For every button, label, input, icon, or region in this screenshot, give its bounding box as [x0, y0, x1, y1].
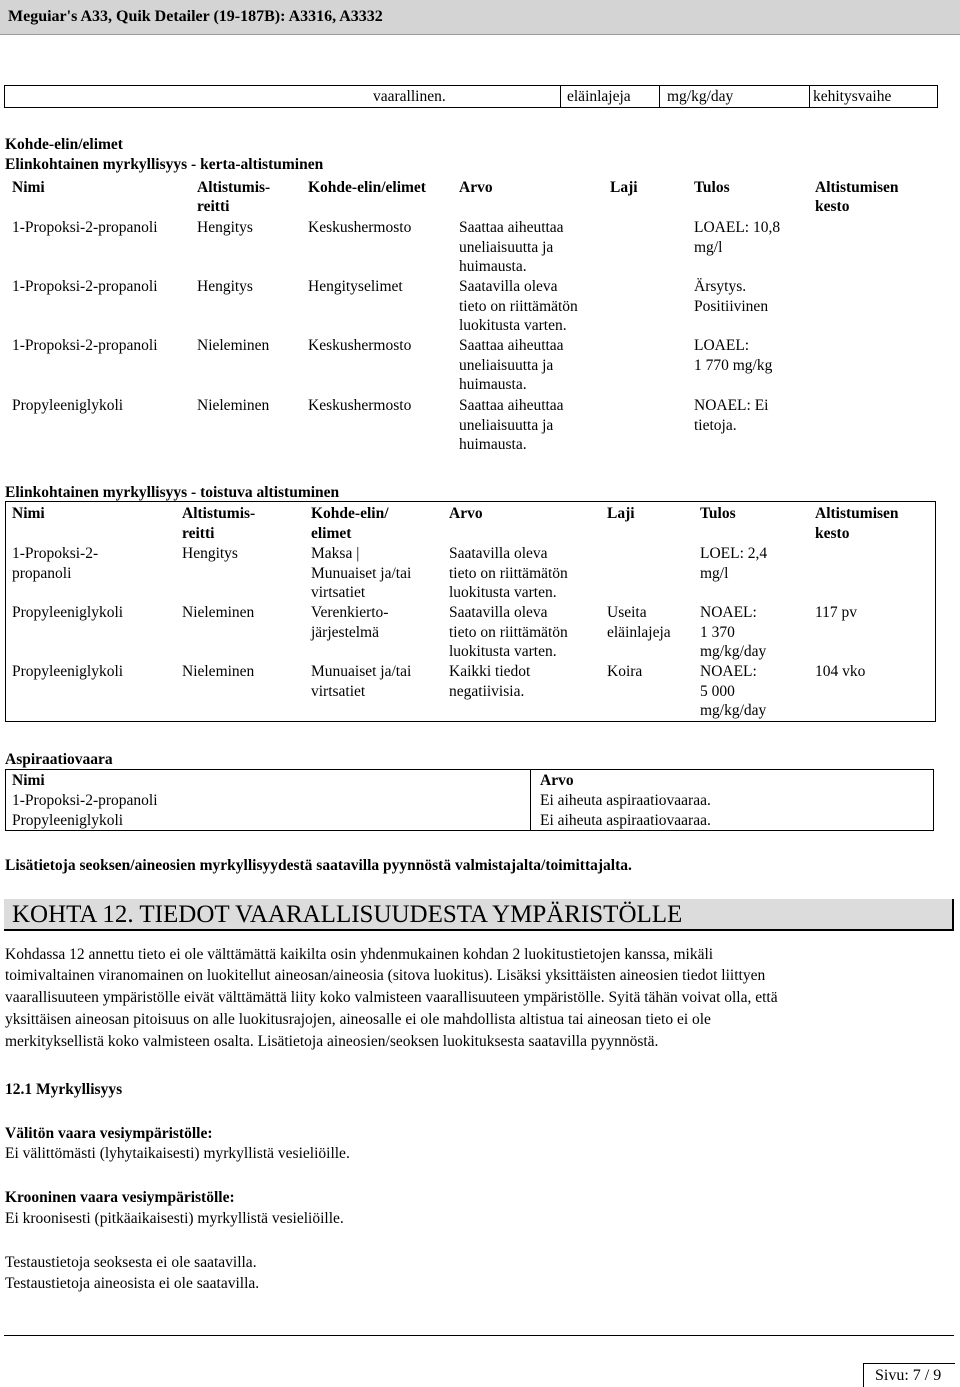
table-cell-organ: Keskushermosto [308, 337, 412, 354]
col-header-organ: Kohde-elin/ [311, 505, 389, 522]
table-cell-result: 5 000 [700, 683, 735, 700]
table-cell-value: luokitusta varten. [459, 317, 567, 334]
table-cell-organ: Munuaiset ja/tai [311, 565, 412, 582]
table-cell-organ: Keskushermosto [308, 397, 412, 414]
col-header-species: Laji [607, 505, 635, 522]
table-cell-name: Propyleeniglykoli [12, 604, 124, 621]
footer-divider [4, 1335, 954, 1336]
col-header-duration: kesto [815, 525, 850, 542]
table-cell-route: Nieleminen [182, 604, 255, 621]
table-cell-species: Koira [607, 663, 643, 680]
table-cell-value: huimausta. [459, 436, 527, 453]
col-header-name: Nimi [12, 179, 45, 196]
table-cell-value: Saatavilla oleva [449, 545, 548, 562]
table-cell-value: uneliaisuutta ja [459, 417, 554, 434]
col-header-value: Arvo [459, 179, 493, 196]
table-cell-organ: Hengityselimet [308, 278, 403, 295]
test-data-components: Testaustietoja aineosista ei ole saatavilla. [5, 1275, 260, 1292]
table-cell-duration: 104 vko [815, 663, 866, 680]
table-cell-value: Saattaa aiheuttaa [459, 397, 564, 414]
cell-divider [560, 86, 561, 107]
table-cell-value: Ei aiheuta aspiraatiovaaraa. [540, 812, 711, 829]
continued-table-row [4, 85, 938, 108]
table-cell-species: eläinlajeja [607, 624, 671, 641]
table-cell-value: uneliaisuutta ja [459, 239, 554, 256]
col-header-route: reitti [182, 525, 215, 542]
table-cell-value: huimausta. [459, 258, 527, 275]
table-cell-route: Nieleminen [197, 397, 270, 414]
table-cell-value: tieto on riittämätön [459, 298, 578, 315]
section-subheading: Aspiraatiovaara [5, 751, 113, 768]
table-cell-route: Hengitys [182, 545, 238, 562]
col-header-duration: Altistumisen [815, 505, 899, 522]
table-cell-value: tieto on riittämätön [449, 624, 568, 641]
table-cell: eläinlajeja [567, 88, 631, 105]
acute-aquatic-heading: Välitön vaara vesiympäristölle: [5, 1125, 213, 1142]
table-cell-organ: Munuaiset ja/tai [311, 663, 412, 680]
col-header-route: Altistumis- [182, 505, 256, 522]
cell-divider [530, 770, 531, 830]
table-cell-duration: 117 pv [815, 604, 858, 621]
table-cell-result: 1 770 mg/kg [694, 357, 773, 374]
table-cell-name: 1-Propoksi-2-propanoli [12, 792, 158, 809]
table-cell-value: Kaikki tiedot [449, 663, 531, 680]
table-cell-value: Saatavilla oleva [459, 278, 558, 295]
table-cell: kehitysvaihe [813, 88, 892, 105]
table-cell-organ: virtsatiet [311, 683, 366, 700]
table-cell-route: Hengitys [197, 278, 253, 295]
table-cell-value: uneliaisuutta ja [459, 357, 554, 374]
table-cell-organ: Keskushermosto [308, 219, 412, 236]
chronic-aquatic-heading: Krooninen vaara vesiympäristölle: [5, 1189, 235, 1206]
table-cell-result: mg/l [694, 239, 723, 256]
table-cell-result: Positiivinen [694, 298, 769, 315]
table-cell-route: Nieleminen [182, 663, 255, 680]
page-number-box [863, 1363, 955, 1387]
table-cell-result: 1 370 [700, 624, 735, 641]
table-cell-organ: Verenkierto- [311, 604, 389, 621]
paragraph-line: vaarallisuuteen ympäristölle eivät välttämättä liity koko valmisteen vaarallisuuteen ympäristölle. Syitä tähän voivat olla, että [5, 989, 778, 1006]
paragraph-line: Kohdassa 12 annettu tieto ei ole välttämättä kaikilta osin yhdenmukainen kohdan 2 luokitustietojen kanssa, mikäli [5, 946, 714, 963]
table-cell-value: negatiivisia. [449, 683, 525, 700]
page-number: Sivu: 7 / 9 [875, 1367, 942, 1384]
table-cell-result: LOAEL: 10,8 [694, 219, 781, 236]
table-cell-result: tietoja. [694, 417, 737, 434]
table-cell-result: mg/l [700, 565, 729, 582]
table-cell-result: LOEL: 2,4 [700, 545, 768, 562]
table-cell-organ: virtsatiet [311, 584, 366, 601]
test-data-mixture: Testaustietoja seoksesta ei ole saatavilla. [5, 1254, 257, 1271]
table-cell-value: huimausta. [459, 376, 527, 393]
col-header-name: Nimi [12, 772, 45, 789]
table-cell-value: Saattaa aiheuttaa [459, 219, 564, 236]
section-heading: Kohde-elin/elimet [5, 136, 123, 153]
table-cell-result: LOAEL: [694, 337, 750, 354]
table-cell-name: Propyleeniglykoli [12, 812, 124, 829]
col-header-result: Tulos [700, 505, 736, 522]
col-header-duration: Altistumisen [815, 179, 899, 196]
table-cell-name: Propyleeniglykoli [12, 663, 124, 680]
section-subheading: Elinkohtainen myrkyllisyys - toistuva altistuminen [5, 484, 340, 501]
paragraph-line: merkityksellistä koko valmisteen osalta. Lisätietoja aineosien/seoksen luokituksesta saatavilla pyynnöstä. [5, 1033, 659, 1050]
table-cell-result: NOAEL: Ei [694, 397, 769, 414]
cell-divider [809, 86, 810, 107]
table-cell-organ: Maksa | [311, 545, 360, 562]
col-header-organ: elimet [311, 525, 352, 542]
table-cell-value: Saattaa aiheuttaa [459, 337, 564, 354]
col-header-route: reitti [197, 198, 230, 215]
subsection-heading: 12.1 Myrkyllisyys [5, 1081, 123, 1098]
paragraph-line: toimivaltainen viranomainen on luokitellut aineosan/aineosia (sitova luokitus). Lisäksi yksittäisten aineosien tiedot liittyen [5, 967, 766, 984]
table-cell-value: tieto on riittämätön [449, 565, 568, 582]
table-cell: mg/kg/day [667, 88, 734, 105]
table-cell-value: luokitusta varten. [449, 643, 557, 660]
table-cell-species: Useita [607, 604, 647, 621]
table-cell-route: Nieleminen [197, 337, 270, 354]
table-cell-result: Ärsytys. [694, 278, 747, 295]
col-header-duration: kesto [815, 198, 850, 215]
document-title: Meguiar's A33, Quik Detailer (19-187B): A3316, A3332 [8, 8, 383, 25]
paragraph-line: yksittäisen aineosan pitoisuus on alle luokitusrajojen, aineosalle ei ole mahdollista altistua tai aineosan tieto ei ole [5, 1011, 711, 1028]
table-cell-route: Hengitys [197, 219, 253, 236]
col-header-species: Laji [610, 179, 638, 196]
section-12-heading-bar [4, 899, 954, 931]
col-header-name: Nimi [12, 505, 45, 522]
table-cell-name: propanoli [12, 565, 72, 582]
table-cell-name: Propyleeniglykoli [12, 397, 124, 414]
col-header-organ: Kohde-elin/elimet [308, 179, 426, 196]
col-header-value: Arvo [449, 505, 483, 522]
cell-divider [659, 86, 660, 107]
table-cell-value: Saatavilla oleva [449, 604, 548, 621]
table-cell-name: 1-Propoksi-2-propanoli [12, 278, 158, 295]
section-12-title: KOHTA 12. TIEDOT VAARALLISUUDESTA YMPÄRISTÖLLE [12, 901, 683, 928]
table-cell-name: 1-Propoksi-2-propanoli [12, 219, 158, 236]
table-cell-result: mg/kg/day [700, 702, 767, 719]
table-cell-value: Ei aiheuta aspiraatiovaaraa. [540, 792, 711, 809]
table-cell-organ: järjestelmä [311, 624, 379, 641]
chronic-aquatic-text: Ei kroonisesti (pitkäaikaisesti) myrkyllistä vesieliöille. [5, 1210, 344, 1227]
table-cell-result: NOAEL: [700, 604, 757, 621]
col-header-value: Arvo [540, 772, 574, 789]
table-cell-result: NOAEL: [700, 663, 757, 680]
col-header-route: Altistumis- [197, 179, 271, 196]
more-info-text: Lisätietoja seoksen/aineosien myrkyllisyydestä saatavilla pyynnöstä valmistajalta/toimittajalta. [5, 857, 632, 874]
table-cell-name: 1-Propoksi-2- [12, 545, 99, 562]
table-cell: vaarallinen. [373, 88, 446, 105]
section-subheading: Elinkohtainen myrkyllisyys - kerta-altistuminen [5, 156, 324, 173]
table-cell-value: luokitusta varten. [449, 584, 557, 601]
acute-aquatic-text: Ei välittömästi (lyhytaikaisesti) myrkyllistä vesieliöille. [5, 1145, 350, 1162]
document-header [0, 0, 960, 35]
col-header-result: Tulos [694, 179, 730, 196]
table-cell-name: 1-Propoksi-2-propanoli [12, 337, 158, 354]
table-cell-result: mg/kg/day [700, 643, 767, 660]
